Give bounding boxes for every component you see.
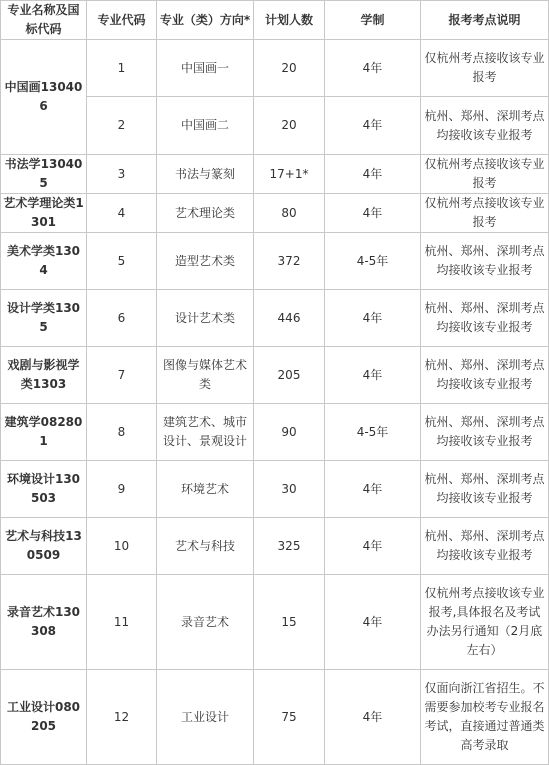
major-name-cell: 书法学130405 xyxy=(1,155,87,194)
duration-cell: 4年 xyxy=(325,347,421,404)
direction-cell: 录音艺术 xyxy=(157,575,254,670)
header-notes: 报考考点说明 xyxy=(421,1,549,40)
major-name-cell: 艺术与科技130509 xyxy=(1,518,87,575)
plan-cell: 75 xyxy=(254,670,325,765)
table-row xyxy=(1,518,549,575)
duration-cell: 4-5年 xyxy=(325,233,421,290)
major-code-cell: 11 xyxy=(87,575,157,670)
duration-cell: 4年 xyxy=(325,155,421,194)
direction-cell: 书法与篆刻 xyxy=(157,155,254,194)
major-code-cell: 5 xyxy=(87,233,157,290)
direction-cell: 图像与媒体艺术类 xyxy=(157,347,254,404)
direction-cell: 中国画二 xyxy=(157,97,254,155)
major-code-cell: 4 xyxy=(87,194,157,233)
note-cell: 仅杭州考点接收该专业报考 xyxy=(421,155,549,194)
note-cell: 仅面向浙江省招生。不需要参加校考专业报名考试，直接通过普通类高考录取 xyxy=(421,670,549,765)
duration-cell: 4-5年 xyxy=(325,404,421,461)
table-row xyxy=(1,461,549,518)
header-major-code: 专业代码 xyxy=(87,1,157,40)
note-cell: 杭州、郑州、深圳考点均接收该专业报考 xyxy=(421,404,549,461)
plan-cell: 90 xyxy=(254,404,325,461)
major-code-cell: 8 xyxy=(87,404,157,461)
major-name-cell: 工业设计080205 xyxy=(1,670,87,765)
major-code-cell: 6 xyxy=(87,290,157,347)
duration-cell: 4年 xyxy=(325,194,421,233)
table-row xyxy=(1,155,549,194)
duration-cell: 4年 xyxy=(325,97,421,155)
major-name-cell: 设计学类1305 xyxy=(1,290,87,347)
direction-cell: 中国画一 xyxy=(157,40,254,97)
table-row xyxy=(1,194,549,233)
plan-cell: 446 xyxy=(254,290,325,347)
direction-cell: 艺术与科技 xyxy=(157,518,254,575)
table-row xyxy=(1,40,549,97)
note-cell: 杭州、郑州、深圳考点均接收该专业报考 xyxy=(421,290,549,347)
duration-cell: 4年 xyxy=(325,40,421,97)
header-direction: 专业（类）方向* xyxy=(157,1,254,40)
major-code-cell: 2 xyxy=(87,97,157,155)
major-code-cell: 1 xyxy=(87,40,157,97)
note-cell: 杭州、郑州、深圳考点均接收该专业报考 xyxy=(421,97,549,155)
table-row xyxy=(1,290,549,347)
major-code-cell: 9 xyxy=(87,461,157,518)
header-row xyxy=(1,1,549,40)
direction-cell: 工业设计 xyxy=(157,670,254,765)
plan-cell: 80 xyxy=(254,194,325,233)
duration-cell: 4年 xyxy=(325,290,421,347)
major-name-cell: 美术学类1304 xyxy=(1,233,87,290)
duration-cell: 4年 xyxy=(325,518,421,575)
table-row xyxy=(1,670,549,765)
direction-cell: 艺术理论类 xyxy=(157,194,254,233)
header-duration: 学制 xyxy=(325,1,421,40)
direction-cell: 环境艺术 xyxy=(157,461,254,518)
major-code-cell: 3 xyxy=(87,155,157,194)
plan-cell: 372 xyxy=(254,233,325,290)
note-cell: 杭州、郑州、深圳考点均接收该专业报考 xyxy=(421,461,549,518)
major-code-cell: 7 xyxy=(87,347,157,404)
direction-cell: 建筑艺术、城市设计、景观设计 xyxy=(157,404,254,461)
plan-cell: 17+1* xyxy=(254,155,325,194)
table-row xyxy=(1,575,549,670)
plan-cell: 20 xyxy=(254,97,325,155)
plan-cell: 325 xyxy=(254,518,325,575)
major-code-cell: 12 xyxy=(87,670,157,765)
header-major-name: 专业名称及国标代码 xyxy=(1,1,87,40)
major-name-cell: 中国画130406 xyxy=(1,40,87,155)
table-row xyxy=(1,347,549,404)
note-cell: 仅杭州考点接收该专业报考,具体报名及考试办法另行通知（2月底左右） xyxy=(421,575,549,670)
note-cell: 杭州、郑州、深圳考点均接收该专业报考 xyxy=(421,518,549,575)
note-cell: 杭州、郑州、深圳考点均接收该专业报考 xyxy=(421,347,549,404)
major-code-cell: 10 xyxy=(87,518,157,575)
table-row xyxy=(1,233,549,290)
major-name-cell: 录音艺术130308 xyxy=(1,575,87,670)
major-name-cell: 建筑学082801 xyxy=(1,404,87,461)
direction-cell: 造型艺术类 xyxy=(157,233,254,290)
direction-cell: 设计艺术类 xyxy=(157,290,254,347)
note-cell: 仅杭州考点接收该专业报考 xyxy=(421,40,549,97)
major-name-cell: 戏剧与影视学类1303 xyxy=(1,347,87,404)
plan-cell: 20 xyxy=(254,40,325,97)
duration-cell: 4年 xyxy=(325,670,421,765)
plan-cell: 15 xyxy=(254,575,325,670)
note-cell: 杭州、郑州、深圳考点均接收该专业报考 xyxy=(421,233,549,290)
duration-cell: 4年 xyxy=(325,461,421,518)
duration-cell: 4年 xyxy=(325,575,421,670)
plan-cell: 30 xyxy=(254,461,325,518)
major-name-cell: 环境设计130503 xyxy=(1,461,87,518)
header-plan: 计划人数 xyxy=(254,1,325,40)
major-name-cell: 艺术学理论类1301 xyxy=(1,194,87,233)
plan-cell: 205 xyxy=(254,347,325,404)
note-cell: 仅杭州考点接收该专业报考 xyxy=(421,194,549,233)
table-row xyxy=(1,404,549,461)
